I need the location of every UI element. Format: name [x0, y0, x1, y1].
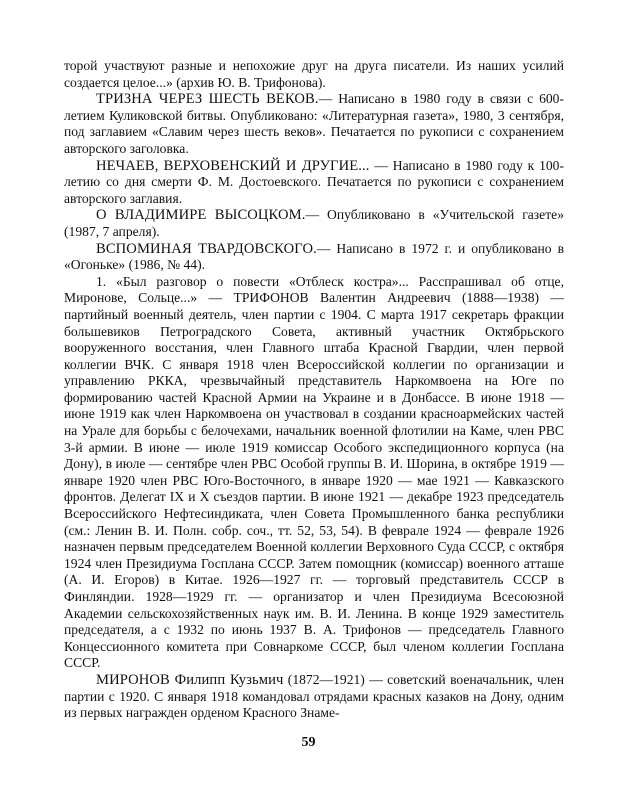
section-title: МИРОНОВ Филипп Кузьмич	[96, 671, 284, 688]
paragraph-continuation	[64, 58, 564, 91]
paragraph-trizna	[64, 91, 564, 157]
paragraph-nechaev	[64, 158, 564, 208]
paragraph-vysotsky	[64, 207, 564, 240]
paragraph-mironov	[64, 672, 564, 722]
paragraph-text: — Написано в 1980 году к 100-летию со дня смерти Ф. М. Достоевского. Печатается по рукописи с сохранением авторского заглавия.	[64, 157, 564, 206]
paragraph-tvardovsky	[64, 241, 564, 274]
page-number: 59	[301, 735, 316, 750]
paragraph-text: — Написано в 1980 году в связи с 600-летием Куликовской битвы. Опубликовано: «Литературная газета», 1980, 3 сентября, под заглавием «Славим через шесть веков». Печатается по рукописи с сохранением авторского заголовка.	[64, 91, 564, 156]
section-title: О ВЛАДИМИРЕ ВЫСОЦКОМ.	[96, 207, 306, 224]
paragraph-text: торой участвуют разные и непохожие друг на друга писатели. Из наших усилий создается целое...» (архив Ю. В. Трифонова).	[64, 58, 564, 90]
section-title: ТРИЗНА ЧЕРЕЗ ШЕСТЬ ВЕКОВ.	[96, 91, 319, 108]
paragraph-text: — Опубликовано в «Учительской газете» (1987, 7 апреля).	[64, 207, 564, 239]
document-page	[64, 58, 564, 722]
paragraph-text: 1. «Был разговор о повести «Отблеск костра»... Расспрашивал об отце, Миронове, Сольце...» — ТРИФОНОВ Валентин Андреевич (1888—1938) — партийный военный деятель, член партии с 1904. С марта 1917 секретарь фракции большевиков Петроградского Совета, активный участник Октябрьского вооруженного восстания, член Главного штаба Красной Гвардии, член первой коллегии ВЧК. С января 1918 член Всероссийской коллегии по организации и управлению РККА, чрезвычайный представитель Наркомвоена на Юге по формированию частей Красной Армии на Украине и в Донбассе. В июне 1918 — июне 1919 как член Наркомвоена он участвовал в создании красноармейских частей на Урале для борьбы с белочехами, начальник военной флотилии на Каме, член РВС 3-й армии. В июне — июле 1919 комиссар Особого экспедиционного корпуса (на Дону), в июле — сентябре член РВС Особой группы В. И. Шорина, в октябре 1919 — январе 1920 член РВС Юго-Восточного, в январе 1920 — мае 1921 — Кавказского фронтов. Делегат IX и X съездов партии. В июне 1921 — декабре 1923 председатель Всероссийского Нефтесиндиката, член Совета Промышленного банка республики (см.: Ленин В. И. Полн. собр. соч., тт. 52, 53, 54). В феврале 1924 — феврале 1926 назначен первым председателем Военной коллегии Верховного Суда СССР, с октября 1924 член Президиума Госплана СССР. Затем помощник (комиссар) военного атташе (А. И. Егоров) в Китае. 1926—1927 гг. — торговый представитель СССР в Финляндии. 1928—1929 гг. — организатор и член Президиума Всесоюзной Академии сельскохозяйственных наук им. В. И. Ленина. В конце 1929 заместитель председателя, а с 1932 по июнь 1937 В. А. Трифонов — председатель Главного Концессионного комитета при Совнаркоме СССР, был членом коллегии Госплана СССР.	[64, 273, 564, 671]
section-title: НЕЧАЕВ, ВЕРХОВЕНСКИЙ И ДРУГИЕ...	[96, 157, 370, 174]
paragraph-text: (1872—1921) — советский военачальник, член партии с 1920. С января 1918 командовал отрядами красных казаков на Дону, одним из первых награжден орденом Красного Знаме-	[64, 671, 564, 721]
paragraph-text: — Написано в 1972 г. и опубликовано в «Огоньке» (1986, № 44).	[64, 240, 565, 273]
section-title: ВСПОМИНАЯ ТВАРДОВСКОГО.	[96, 240, 317, 257]
paragraph-note-1	[64, 274, 564, 672]
